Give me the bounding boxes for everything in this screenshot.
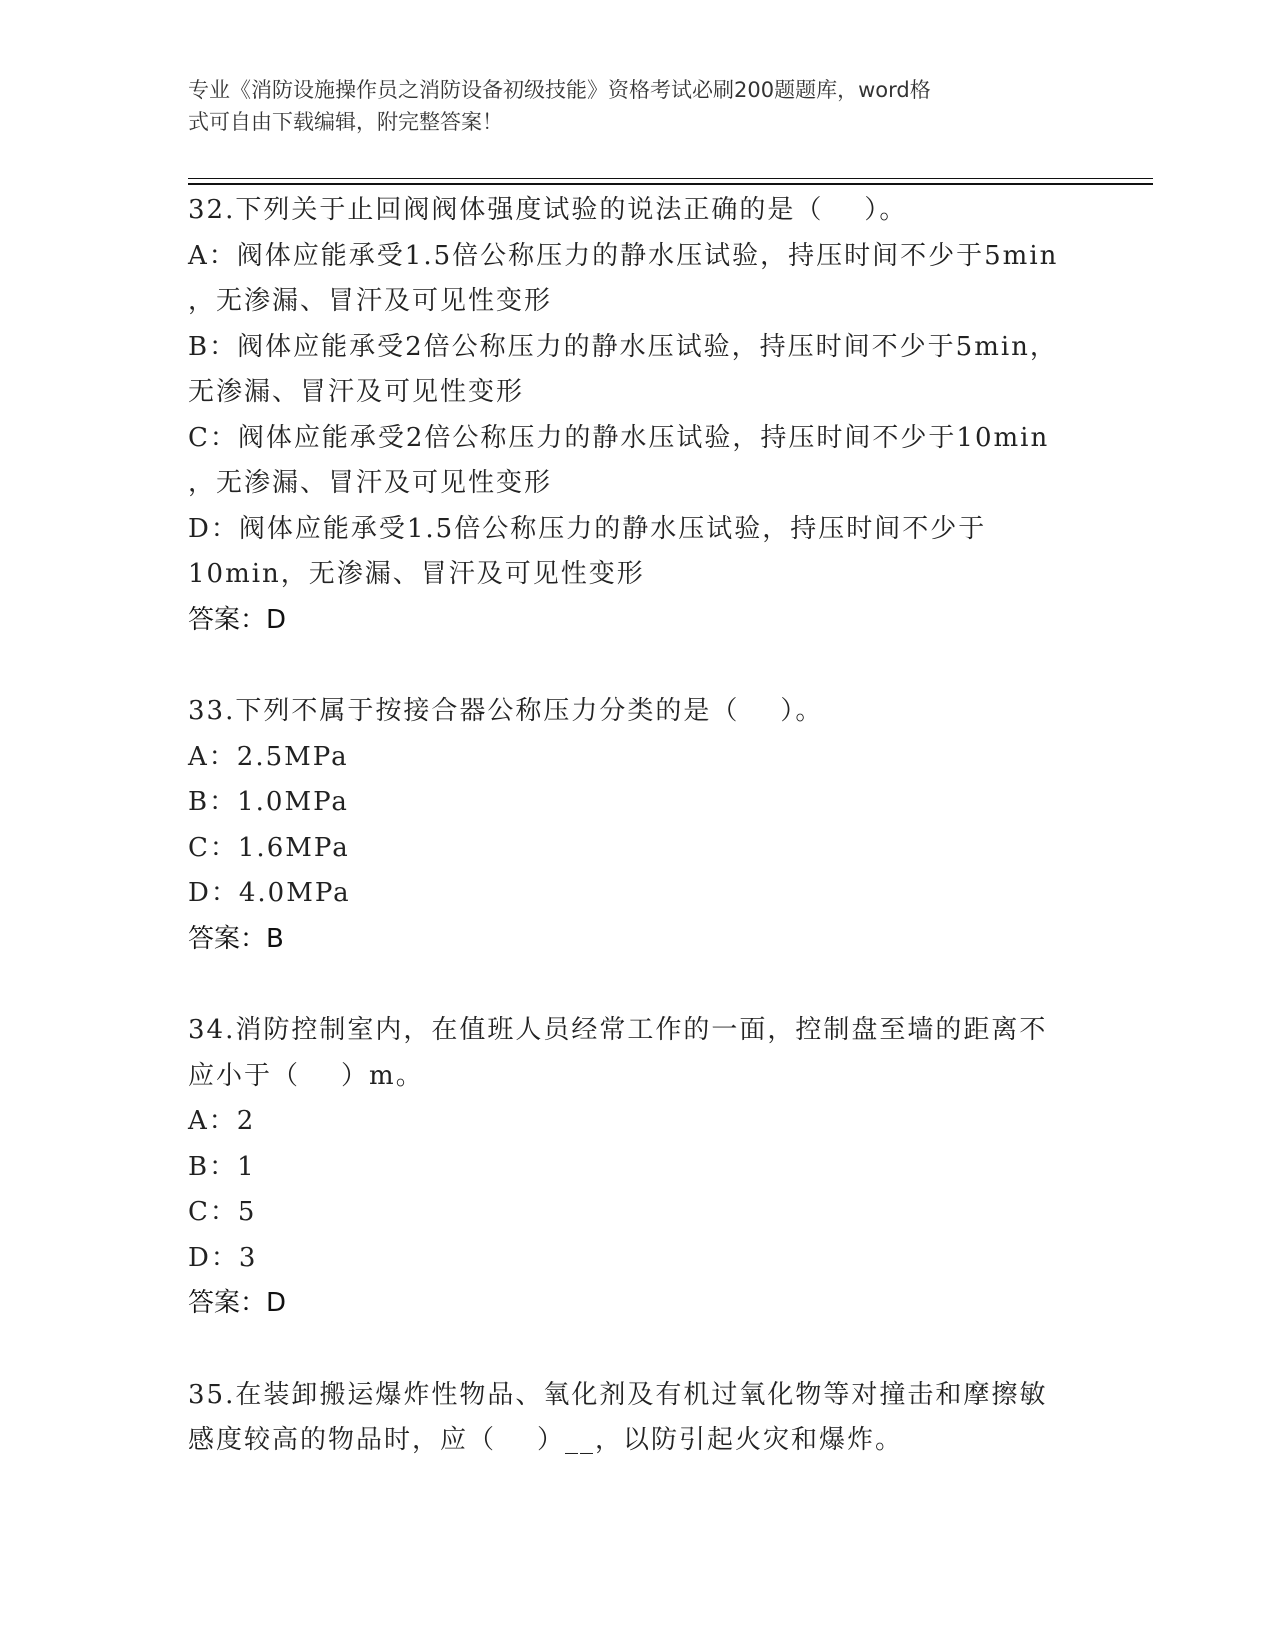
answer-label: 答案：B <box>188 923 284 954</box>
header-divider-thick <box>188 183 1153 185</box>
option-a: A：2.5MPa <box>188 741 349 772</box>
question-stem: 34.消防控制室内，在值班人员经常工作的一面，控制盘至墙的距离不 <box>188 1015 1048 1045</box>
option-c: C：1.6MPa <box>188 832 350 863</box>
option-c: C：阀体应能承受2倍公称压力的静水压试验，持压时间不少于10min <box>188 422 1050 453</box>
option-c: C：5 <box>188 1197 257 1227</box>
option-b: B：阀体应能承受2倍公称压力的静水压试验，持压时间不少于5min， <box>188 331 1058 362</box>
header-divider-thin <box>188 178 1153 179</box>
option-b-continued: 无渗漏、冒汗及可见性变形 <box>188 377 525 407</box>
question-35 <box>188 1373 1088 1464</box>
question-stem: 33.下列不属于按接合器公称压力分类的是（ ）。 <box>188 696 824 726</box>
document-header <box>188 74 1068 138</box>
option-b: B：1 <box>188 1151 256 1182</box>
option-b: B：1.0MPa <box>188 787 349 817</box>
question-stem: 32.下列关于止回阀阀体强度试验的说法正确的是（ ）。 <box>188 195 908 225</box>
question-stem-continued: 感度较高的物品时，应（ ）__，以防引起火灾和爆炸。 <box>188 1425 904 1455</box>
header-line-2: 式可自由下载编辑，附完整答案！ <box>188 110 503 134</box>
option-a: A：2 <box>188 1106 256 1136</box>
question-stem-continued: 应小于（ ）m。 <box>188 1060 424 1091</box>
question-33 <box>188 689 1088 962</box>
option-c-continued: ，无渗漏、冒汗及可见性变形 <box>188 468 553 498</box>
question-32 <box>188 188 1088 643</box>
option-d: D：4.0MPa <box>188 878 351 908</box>
option-d-continued: 10min，无渗漏、冒汗及可见性变形 <box>188 559 645 589</box>
option-a-continued: ，无渗漏、冒汗及可见性变形 <box>188 286 553 316</box>
question-stem: 35.在装卸搬运爆炸性物品、氧化剂及有机过氧化物等对撞击和摩擦敏 <box>188 1379 1048 1410</box>
option-d: D：阀体应能承受1.5倍公称压力的静水压试验，持压时间不少于 <box>188 513 987 544</box>
answer-label: 答案：D <box>188 1288 287 1318</box>
option-a: A：阀体应能承受1.5倍公称压力的静水压试验，持压时间不少于5min <box>188 240 1059 271</box>
option-d: D：3 <box>188 1242 258 1273</box>
question-list <box>188 188 1088 1510</box>
header-line-1: 专业《消防设施操作员之消防设备初级技能》资格考试必刷200题题库，word格 <box>188 78 931 102</box>
answer-label: 答案：D <box>188 604 287 635</box>
question-34 <box>188 1008 1088 1327</box>
